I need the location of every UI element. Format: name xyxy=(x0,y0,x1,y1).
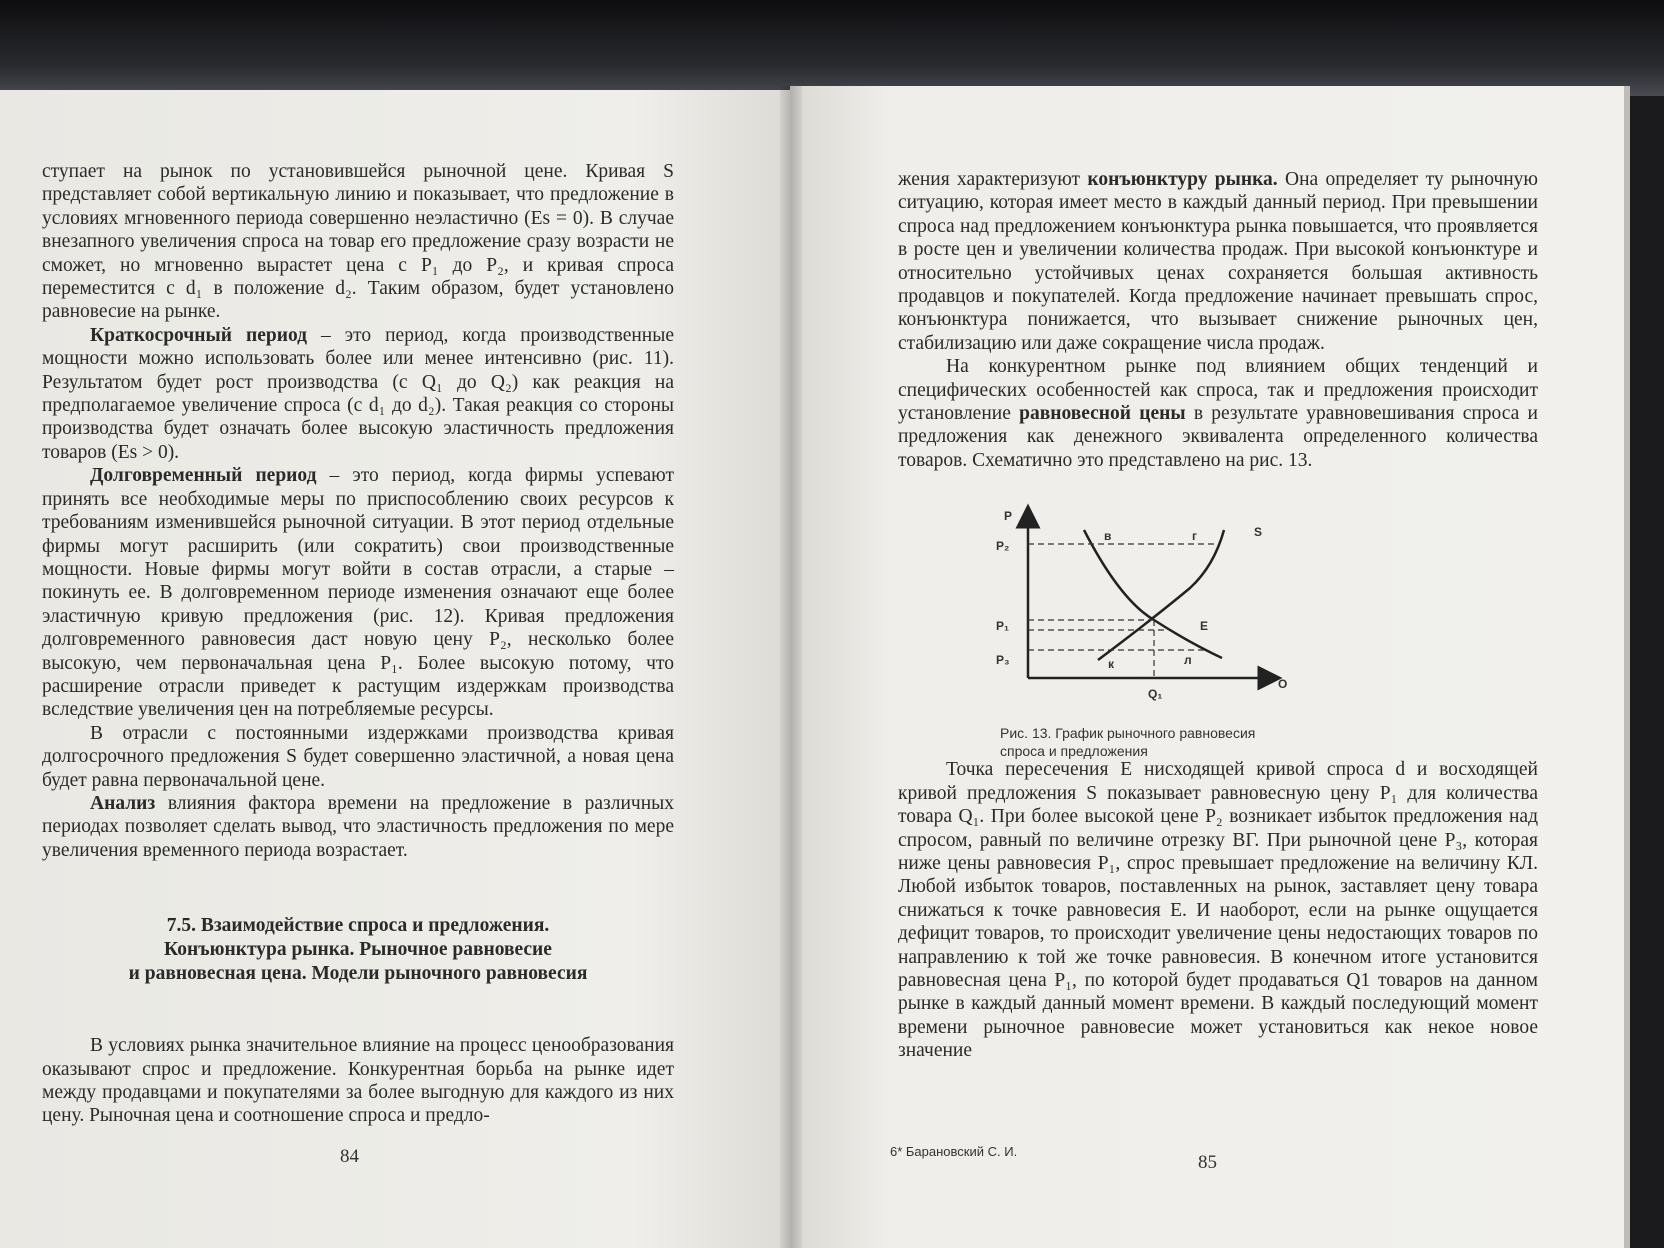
paragraph: жения характеризуют конъюнктуру рынка. Она определяет ту рыночную ситуацию, которая имеет место в каждый данный период. При превышении спроса над предложением конъюнктура рынка повышается, что проявляется в росте цен и увеличении количества продаж. При высокой конъюнктуре и относительно устойчивых ценах сохраняется большая активность продавцов и покупателей. Когда предложение начинает превышать спрос, конъюнктура понижается, что вызывает снижение рыночных цен, стабилизацию или даже сокращение числа продаж. xyxy=(898,169,1538,354)
paragraph: ступает на рынок по установившейся рыночной цене. Кривая S представляет собой вертикальную линию и показывает, что предложение в условиях мгновенного периода совершенно неэластично (Es = 0). В случае внезапного увеличения спроса на товар его предложение сразу возрасти не сможет, но мгновенно вырастет цена с P₁ до P₂, и кривая спроса переместится с d₁ в положение d₂. Таким образом, будет установлено равновесие на рынке. xyxy=(42,161,674,323)
section-heading: 7.5. Взаимодействие спроса и предложения. Конъюнктура рынка. Рыночное равновесие и равновесная цена. Модели рыночного равновесия xyxy=(128,915,588,985)
v-label: в xyxy=(1104,529,1112,543)
supply-curve xyxy=(1098,530,1224,660)
e-label: E xyxy=(1200,619,1209,633)
bold-term: конъюнктуру рынка. xyxy=(1087,169,1278,190)
bold-term: Краткосрочный период xyxy=(90,324,307,346)
p-axis-label: P xyxy=(1004,509,1013,523)
page-number: 84 xyxy=(340,1146,359,1167)
figure-caption: Рис. 13. График рыночного равновесия спроса и предложения xyxy=(1000,725,1256,759)
bold-term: Анализ xyxy=(90,792,156,814)
page-number: 85 xyxy=(1198,1152,1217,1173)
paragraph: На конкурентном рынке под влиянием общих тенденций и специфических особенностей как спроса, так и предложения происходит установление равновесной цены в результате уравновешивания спроса и предложения как денежного эквивалента определенного количества товаров. Схематично это представлено на рис. 13. xyxy=(898,356,1538,471)
bold-term: равновесной цены xyxy=(1019,403,1186,425)
bold-term: Долговременный период xyxy=(90,465,317,487)
paragraph: В отрасли с постоянными издержками производства кривая долгосрочного предложения S будет совершенно эластичной, а новая цена будет равна первоначальной цене. xyxy=(42,722,674,791)
k-label: к xyxy=(1108,657,1115,671)
scan-background xyxy=(0,0,1664,96)
left-page xyxy=(0,90,790,1248)
left-page-text xyxy=(42,160,674,1128)
g-label: г xyxy=(1192,529,1197,543)
paragraph: В условиях рынка значительное влияние на процесс ценообразования оказывают спрос и предложение. Конкурентная борьба на рынке идет между продавцами и покупателями за более выгодную для каждого из них цену. Рыночная цена и соотношение спроса и предло- xyxy=(42,1035,674,1127)
paragraph: Точка пересечения E нисходящей кривой спроса d и восходящей кривой предложения S показывает равновесную цену P₁ для количества товара Q₁. При более высокой цене P₂ возникает избыток предложения над спросом, равный по величине отрезку ВГ. При рыночной цене P₃, которая ниже цены равновесия P₁, спрос превышает предложение на величину КЛ. Любой избыток товаров, поставленных на рынок, заставляет цену товара снижаться к точке равновесия E. И наоборот, если на рынке ощущается дефицит товаров, то происходит увеличение цены недостающих товаров по направлению к той же точке равновесия. В конечном итоге установится равновесная цена P₁, по которой будет продаваться Q1 товаров на данном рынке в каждый данный момент времени. В каждый последующий момент времени рыночное равновесие может установиться как некое новое значение xyxy=(898,759,1538,1062)
p1-label: P₁ xyxy=(996,619,1009,633)
q1-label: Q₁ xyxy=(1148,687,1163,701)
demand-curve xyxy=(1084,530,1222,658)
p3-label: P₃ xyxy=(996,653,1010,667)
l-label: л xyxy=(1184,653,1192,667)
p2-label: P₂ xyxy=(996,539,1010,553)
s-label: S xyxy=(1254,525,1263,539)
right-page xyxy=(790,86,1630,1248)
signature-mark: 6* Барановский С. И. xyxy=(890,1144,1018,1159)
paragraph: Долговременный период – это период, когда фирмы успевают принять все необходимые меры по приспособлению своих ресурсов к требованиям изменившейся рыночной ситуации. В этот период отдельные фирмы могут расширить (или сократить) свои производственные мощности. Новые фирмы могут войти в состав отрасли, а старые – покинуть ее. В долговременном периоде изменения означают еще более эластичную кривую предложения (рис. 12). Кривая предложения долговременного равновесия даст новую цену P₂, несколько более высокую, чем первоначальная цена P₁. Более высокую потому, что расширение отрасли приведет к растущим издержкам производства вследствие увеличения цен на потребляемые ресурсы. xyxy=(42,465,675,721)
paragraph: Краткосрочный период – это период, когда производственные мощности можно использовать более или менее интенсивно (рис. 11). Результатом будет рост производства (с Q₁ до Q₂) как реакция на предполагаемое увеличение спроса (с d₁ до d₂). Такая реакция со стороны производства будет означать более высокую эластичность предложения товаров (Es > 0). xyxy=(42,324,675,463)
book-spine xyxy=(780,86,802,1248)
q-axis-label: O xyxy=(1278,677,1288,691)
supply-demand-chart xyxy=(996,508,1328,708)
paragraph: Анализ влияния фактора времени на предложение в различных периодах позволяет сделать вывод, что эластичность предложения по мере увеличения временного периода возрастает. xyxy=(42,792,674,861)
